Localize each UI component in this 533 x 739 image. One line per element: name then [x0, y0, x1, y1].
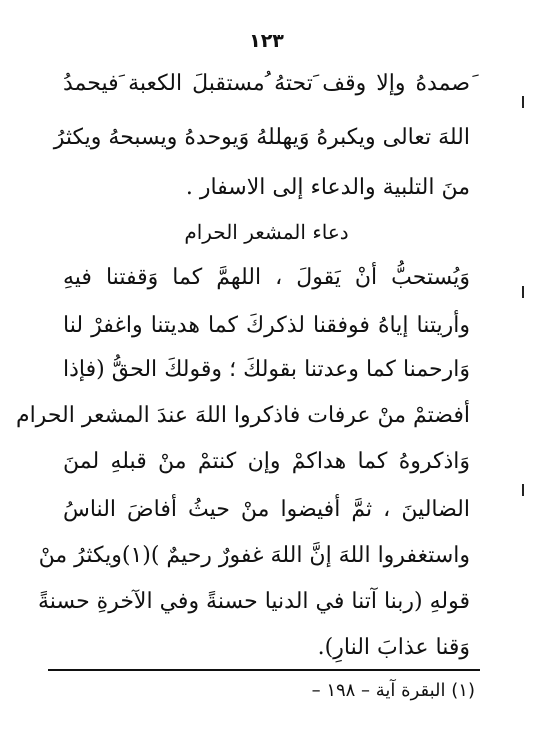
text-line: وَاذكروهُ كما هداكمْ وإن كنتمْ منْ قبلهِ لمنَ [63, 449, 470, 474]
text-line: واستغفروا اللهَ إنَّ اللهَ غفورٌ رحيمٌ )(١)ويكثرُ منْ [38, 543, 470, 568]
margin-mark [522, 286, 524, 298]
text-line: أفضتمْ منْ عرفات فاذكروا اللهَ عندَ المشعر الحرام [15, 403, 470, 428]
text-line: الضالينَ ، ثمَّ أفيضوا منْ حيثُ أفاضَ الناسُ [63, 497, 470, 522]
text-line: اللهَ تعالى ويكبرهُ وَيهللهُ وَيوحدهُ ويسبحهُ ويكثرُ [53, 125, 470, 150]
margin-mark [522, 484, 524, 496]
footnote: (١) البقرة آية – ١٩٨ – [311, 680, 475, 701]
text-line: وَيُستحبُّ أنْ يَقولَ ، اللهمَّ كما وَقفتنا فيهِ [63, 265, 470, 290]
text-line: وأريتنا إياهُ فوفقنا لذكركَ كما هديتنا واغفرْ لنا [63, 313, 470, 338]
text-line: منَ التلبية والدعاء إلى الاسفار . [185, 175, 470, 200]
section-heading: دعاء المشعر الحرام [184, 220, 349, 244]
margin-mark [522, 96, 524, 108]
text-line: وَقنا عذابَ النارِ). [317, 635, 470, 660]
text-line: َصمدهُ وإلا وقف َتحتهُ ُمستقبلَ الكعبة َفيحمدُ [63, 71, 470, 96]
text-line: قولهِ (ربنا آتنا في الدنيا حسنةً وفي الآخرةِ حسنةً [38, 589, 470, 614]
footnote-divider [48, 669, 480, 671]
page-number: ١٢٣ [249, 30, 284, 52]
text-line: وَارحمنا كما وعدتنا بقولكَ ؛ وقولكَ الحقُّ (فإذا [63, 357, 470, 382]
